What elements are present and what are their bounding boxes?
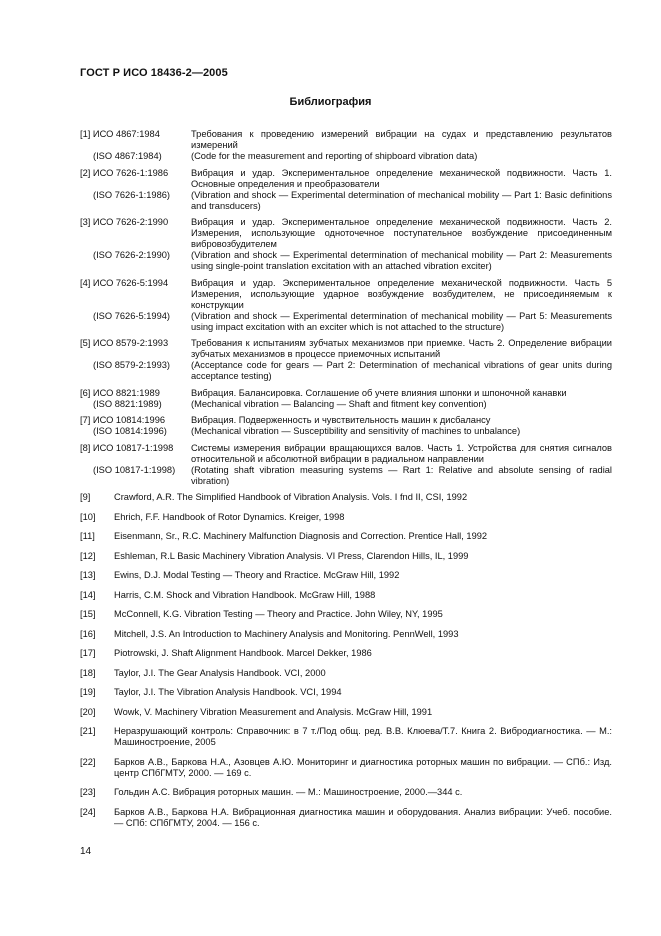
standards-list bbox=[80, 129, 612, 487]
reference-entry bbox=[80, 492, 612, 503]
standard-entry bbox=[80, 443, 612, 487]
reference-entry bbox=[80, 512, 612, 523]
references-list bbox=[80, 492, 612, 829]
standard-entry bbox=[80, 278, 612, 333]
reference-number: [14] bbox=[80, 589, 96, 600]
reference-number: [20] bbox=[80, 706, 96, 717]
reference-text: Барков А.В., Баркова Н.А. Вибрационная диагностика машин и оборудования. Анализ вибрации: Учеб. пособие. — СПб: СПбГМТУ, 2004. — 156 с. bbox=[114, 806, 612, 828]
reference-number: [10] bbox=[80, 511, 96, 522]
reference-entry bbox=[80, 707, 612, 718]
reference-text: Crawford, A.R. The Simplified Handbook of Vibration Analysis. Vols. I fnd II, CSI, 1992 bbox=[114, 492, 468, 502]
standard-ru-title: Требования к проведению измерений вибрации на судах и представлению результатов измерений bbox=[191, 129, 612, 150]
standard-en-row bbox=[80, 311, 612, 333]
reference-text: Ewins, D.J. Modal Testing — Theory and Rractice. McGraw Hill, 1992 bbox=[114, 570, 400, 580]
standard-en-row bbox=[80, 360, 612, 382]
reference-number: [19] bbox=[80, 687, 96, 697]
standard-ru-title: Требования к испытаниям зубчатых механизмов при приемке. Часть 2. Определение вибрации зубчатых механизмов в процессе приемочных испытаний bbox=[191, 338, 612, 359]
standard-ru-title: Вибрация и удар. Экспериментальное определение механической подвижности. Часть 5 Измерения, использующие ударное возбуждение возбудителем, не присоединяемым к конструкции bbox=[191, 277, 612, 310]
standard-ru-title: Вибрация и удар. Экспериментальное определение механической подвижности. Часть 2. Измерения, использующие одноточечное поступательное возбуждение присоединенным вибровозбудителем bbox=[191, 217, 612, 249]
standard-en-title: (Code for the measurement and reporting of shipboard vibration data) bbox=[191, 151, 478, 161]
standard-ru-title: Вибрация. Подверженность и чувствительность машин к дисбалансу bbox=[191, 415, 491, 425]
standard-ru-row bbox=[80, 388, 612, 399]
reference-number: [24] bbox=[80, 806, 96, 817]
standard-en-row bbox=[80, 426, 612, 437]
reference-text: Taylor, J.I. The Gear Analysis Handbook. VCI, 2000 bbox=[114, 667, 326, 678]
standard-ru-row bbox=[80, 217, 612, 250]
reference-number: [16] bbox=[80, 628, 96, 639]
bibliography bbox=[80, 129, 612, 837]
reference-text: Harris, C.M. Shock and Vibration Handbook. McGraw Hill, 1988 bbox=[114, 589, 376, 600]
reference-entry bbox=[80, 787, 612, 798]
standard-intl-code: (ISO 7626-1:1986) bbox=[93, 189, 171, 200]
reference-entry bbox=[80, 648, 612, 659]
standard-code: [2] ИСО 7626-1:1986 bbox=[80, 167, 169, 178]
reference-number: [22] bbox=[80, 756, 96, 767]
standard-intl-code: (ISO 4867:1984) bbox=[93, 151, 162, 161]
standard-en-title: (Vibration and shock — Experimental determination of mechanical mobility — Part 1: Basic definitions and transducers) bbox=[191, 189, 612, 211]
standard-ru-row bbox=[80, 415, 612, 426]
reference-number: [15] bbox=[80, 609, 96, 619]
standard-en-title: (Rotating shaft vibration measuring systems — Rart 1: Relative and absolute sensing of radial vibration) bbox=[191, 464, 612, 486]
reference-number: [21] bbox=[80, 726, 96, 736]
standard-intl-code: (ISO 7626-5:1994) bbox=[93, 310, 171, 321]
standard-ru-row bbox=[80, 129, 612, 151]
reference-text: Ehrich, F.F. Handbook of Rotor Dynamics. Kreiger, 1998 bbox=[114, 511, 345, 522]
standard-en-title: (Vibration and shock — Experimental determination of mechanical mobility — Part 2: Measurements using single-point translation excitation with an attached vibration exciter) bbox=[191, 250, 612, 271]
standard-entry bbox=[80, 168, 612, 212]
standard-code: [4] ИСО 7626-5:1994 bbox=[80, 277, 169, 288]
reference-text: Eshleman, R.L Basic Machinery Vibration Analysis. VI Press, Clarendon Hills, IL, 1999 bbox=[114, 550, 469, 561]
standard-ru-title: Системы измерения вибрации вращающихся валов. Часть 1. Устройства для снятия сигналов относительной и абсолютной вибрации в радиальном направлении bbox=[191, 442, 612, 464]
reference-number: [17] bbox=[80, 648, 96, 658]
standard-entry bbox=[80, 217, 612, 272]
reference-text: Eisenmann, Sr., R.C. Machinery Malfunction Diagnosis and Correction. Prentice Hall, 1992 bbox=[114, 531, 488, 541]
reference-number: [12] bbox=[80, 550, 96, 561]
reference-entry bbox=[80, 570, 612, 581]
reference-entry bbox=[80, 590, 612, 601]
reference-entry bbox=[80, 726, 612, 748]
standard-entry bbox=[80, 338, 612, 382]
standard-ru-row bbox=[80, 168, 612, 190]
page-number: 14 bbox=[80, 846, 92, 857]
standard-en-row bbox=[80, 399, 612, 410]
standard-ru-row bbox=[80, 443, 612, 465]
standard-entry bbox=[80, 415, 612, 437]
reference-entry bbox=[80, 757, 612, 779]
standard-entry bbox=[80, 129, 612, 162]
reference-entry bbox=[80, 687, 612, 698]
reference-entry bbox=[80, 668, 612, 679]
reference-text: Taylor, J.I. The Vibration Analysis Handbook. VCI, 1994 bbox=[114, 687, 342, 697]
reference-entry bbox=[80, 551, 612, 562]
standard-ru-row bbox=[80, 278, 612, 311]
standard-en-row bbox=[80, 250, 612, 272]
standard-en-row bbox=[80, 190, 612, 212]
standard-code: [8] ИСО 10817-1:1998 bbox=[80, 442, 174, 453]
standard-code: [3] ИСО 7626-2:1990 bbox=[80, 217, 169, 227]
standard-intl-code: (ISO 10817-1:1998) bbox=[93, 464, 176, 475]
standard-intl-code: (ISO 8579-2:1993) bbox=[93, 360, 171, 370]
standard-ru-title: Вибрация. Балансировка. Соглашение об учете влияния шпонки и шпоночной канавки bbox=[191, 387, 567, 398]
standard-en-row bbox=[80, 465, 612, 487]
standard-ru-row bbox=[80, 338, 612, 360]
standard-entry bbox=[80, 388, 612, 410]
reference-number: [23] bbox=[80, 787, 96, 797]
reference-entry bbox=[80, 629, 612, 640]
standard-en-row bbox=[80, 151, 612, 162]
reference-text: Piotrowski, J. Shaft Alignment Handbook. Marcel Dekker, 1986 bbox=[114, 648, 372, 658]
standard-code: [6] ИСО 8821:1989 bbox=[80, 387, 160, 398]
reference-number: [11] bbox=[80, 531, 95, 541]
reference-number: [13] bbox=[80, 570, 96, 580]
standard-code: [1] ИСО 4867:1984 bbox=[80, 129, 160, 139]
reference-text: Неразрушающий контроль: Справочник: в 7 т./Под общ. ред. В.В. Клюева/Т.7. Книга 2. Вибродиагностика. — М.: Машиностроение, 2005 bbox=[114, 726, 612, 747]
standard-intl-code: (ISO 8821:1989) bbox=[93, 398, 162, 409]
reference-entry bbox=[80, 531, 612, 542]
reference-entry bbox=[80, 807, 612, 829]
reference-text: Wowk, V. Machinery Vibration Measurement and Analysis. McGraw Hill, 1991 bbox=[114, 706, 433, 717]
reference-text: Гольдин А.С. Вибрация роторных машин. — М.: Машиностроение, 2000.—344 с. bbox=[114, 787, 463, 797]
standard-intl-code: (ISO 7626-2:1990) bbox=[93, 250, 171, 260]
reference-number: [18] bbox=[80, 667, 96, 678]
reference-entry bbox=[80, 609, 612, 620]
reference-text: McConnell, K.G. Vibration Testing — Theory and Practice. John Wiley, NY, 1995 bbox=[114, 609, 443, 619]
reference-number: [9] bbox=[80, 492, 91, 502]
section-title: Библиография bbox=[289, 96, 372, 108]
standard-code: [5] ИСО 8579-2:1993 bbox=[80, 338, 169, 348]
standard-code: [7] ИСО 10814:1996 bbox=[80, 415, 166, 425]
standard-en-title: (Acceptance code for gears — Part 2: Determination of mechanical vibrations of gear units during acceptance testing) bbox=[191, 360, 612, 381]
standard-ru-title: Вибрация и удар. Экспериментальное определение механической подвижности. Часть 1. Основные определения и преобразователи bbox=[191, 167, 612, 189]
standard-en-title: (Mechanical vibration — Susceptibility and sensitivity of machines to unbalance) bbox=[191, 426, 521, 436]
document-header: ГОСТ Р ИСО 18436-2—2005 bbox=[80, 67, 228, 79]
standard-intl-code: (ISO 10814:1996) bbox=[93, 426, 167, 436]
reference-text: Mitchell, J.S. An Introduction to Machinery Analysis and Monitoring. PennWell, 1993 bbox=[114, 628, 459, 639]
reference-text: Барков А.В., Баркова Н.А., Азовцев А.Ю. Мониторинг и диагностика роторных машин по вибрации. — СПб.: Изд. центр СПбГМТУ, 2000. — 169 с. bbox=[114, 756, 612, 778]
standard-en-title: (Vibration and shock — Experimental determination of mechanical mobility — Part 5: Measurements using impact excitation with an exciter which is not attached to the structure) bbox=[191, 310, 612, 332]
standard-en-title: (Mechanical vibration — Balancing — Shaft and fitment key convention) bbox=[191, 398, 487, 409]
